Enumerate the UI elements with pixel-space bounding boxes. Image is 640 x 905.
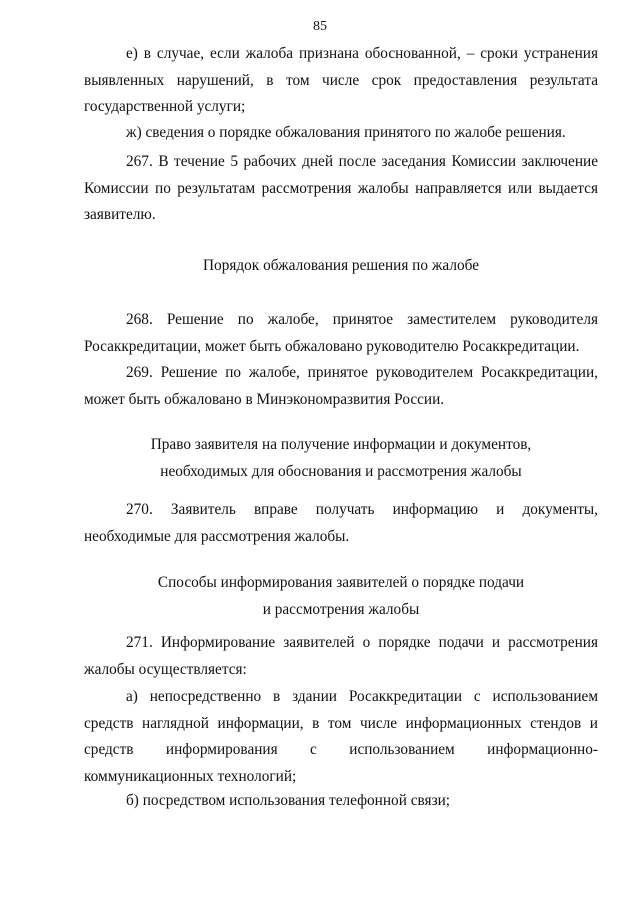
- paragraph-b: б) посредством использования телефонной связи;: [126, 792, 451, 809]
- paragraph-269: 269. Решение по жалобе, принятое руководителем Росаккредитации, может быть обжаловано в Минэкономразвития России.: [84, 364, 598, 408]
- paragraph-268: 268. Решение по жалобе, принятое заместителем руководителя Росаккредитации, может быть обжаловано руководителю Росаккредитации.: [84, 311, 598, 355]
- paragraph-267: 267. В течение 5 рабочих дней после заседания Комиссии заключение Комиссии по результатам рассмотрения жалобы направляется или выдается заявителю.: [84, 153, 598, 223]
- section-heading-appeal-procedure: Порядок обжалования решения по жалобе: [203, 257, 479, 274]
- section-heading-information-methods: [84, 570, 598, 623]
- heading-line: Способы информирования заявителей о порядке подачи: [157, 574, 525, 591]
- page-number: 85: [313, 19, 327, 34]
- heading-line: необходимых для обоснования и рассмотрения жалобы: [160, 462, 522, 480]
- paragraph-270: 270. Заявитель вправе получать информацию и документы, необходимые для рассмотрения жалобы.: [84, 501, 598, 545]
- paragraph-271: 271. Информирование заявителей о порядке подачи и рассмотрения жалобы осуществляется:: [84, 634, 598, 678]
- section-heading-right-to-information: [84, 432, 598, 485]
- paragraph-a: а) непосредственно в здании Росаккредитации с использованием средств наглядной информации, в том числе информационных стендов и средств информирования с использованием информационно-коммуникационных технологий;: [84, 688, 598, 785]
- paragraph-zh: ж) сведения о порядке обжалования принятого по жалобе решения.: [126, 124, 566, 141]
- heading-line: и рассмотрения жалобы: [262, 600, 420, 618]
- paragraph-e: е) в случае, если жалоба признана обоснованной, – сроки устранения выявленных нарушений, в том числе срок предоставления результата государственной услуги;: [84, 45, 598, 115]
- heading-line: Право заявителя на получение информации и документов,: [150, 436, 532, 453]
